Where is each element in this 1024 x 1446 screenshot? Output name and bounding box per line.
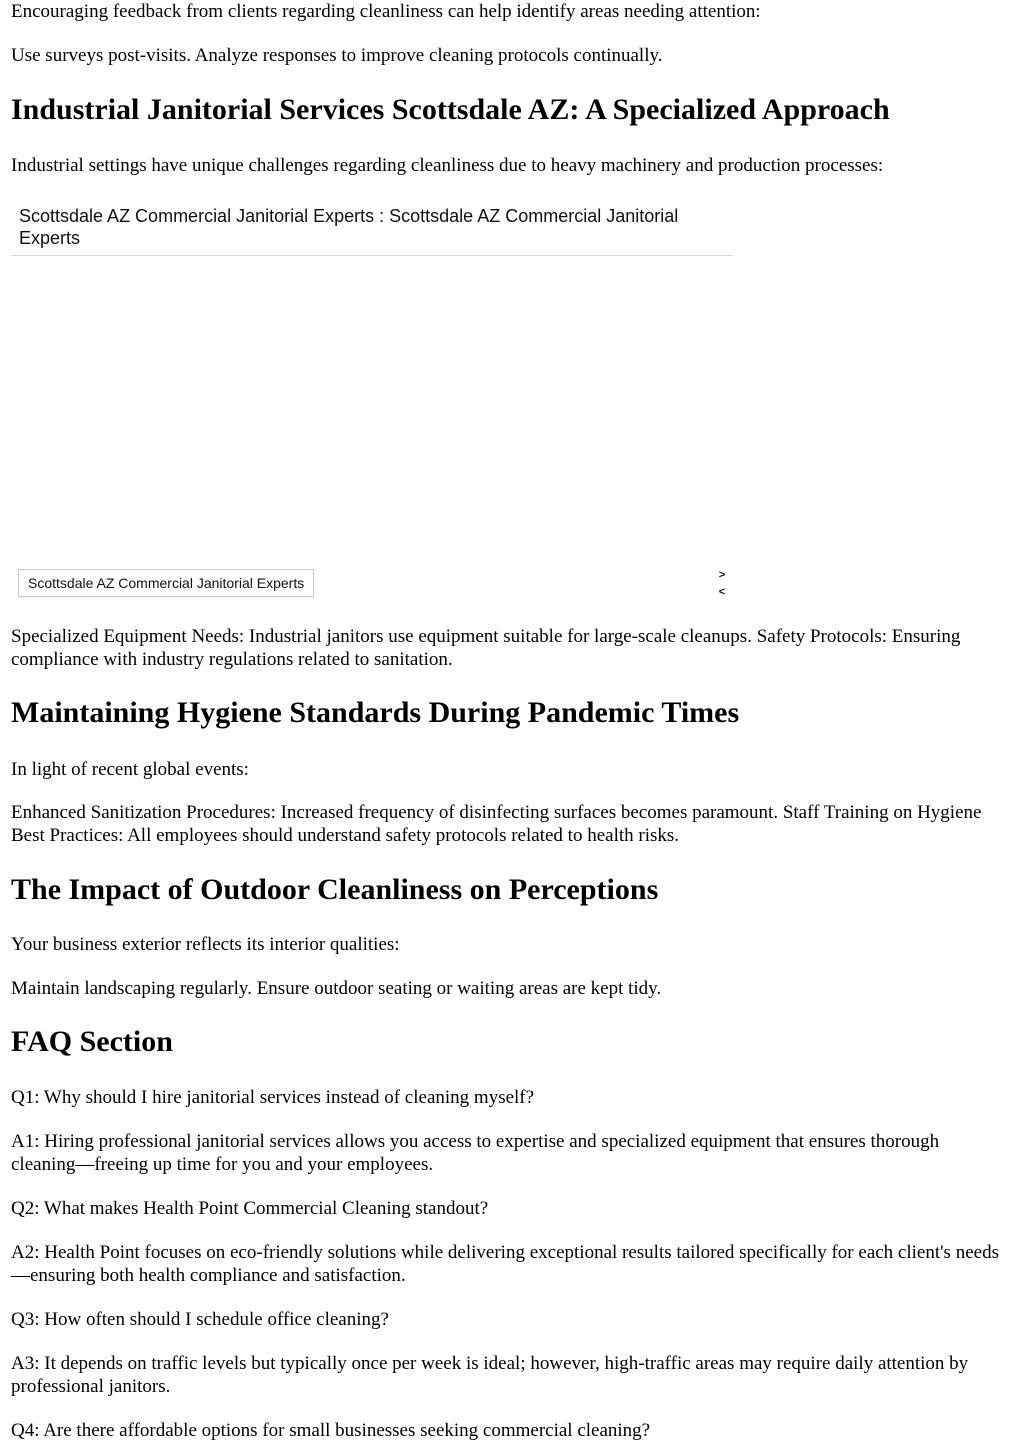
faq-question-3: Q3: How often should I schedule office cleaning? xyxy=(11,1309,389,1330)
paragraph-industrial-intro: Industrial settings have unique challenges regarding cleanliness due to heavy machinery and production processes: xyxy=(11,155,884,176)
embed-title: Scottsdale AZ Commercial Janitorial Experts : Scottsdale AZ Commercial Janitorial Experts xyxy=(19,206,679,248)
heading-outdoor: The Impact of Outdoor Cleanliness on Perceptions xyxy=(11,873,659,906)
paragraph-global-events: In light of recent global events: xyxy=(11,759,249,780)
faq-question-4: Q4: Are there affordable options for small businesses seeking commercial cleaning? xyxy=(11,1420,651,1441)
faq-question-1: Q1: Why should I hire janitorial services instead of cleaning myself? xyxy=(11,1087,535,1108)
embed-tab-button[interactable]: Scottsdale AZ Commercial Janitorial Experts xyxy=(18,569,314,597)
heading-faq: FAQ Section xyxy=(11,1025,173,1058)
faq-answer-3: A3: It depends on traffic levels but typically once per week is ideal; however, high-traffic areas may require daily attention by professional janitors. xyxy=(11,1353,969,1397)
faq-answer-2: A2: Health Point focuses on eco-friendly solutions while delivering exceptional results tailored specifically for each client's needs—ensuring both health compliance and satisfaction. xyxy=(11,1242,999,1286)
paragraph-landscaping: Maintain landscaping regularly. Ensure outdoor seating or waiting areas are kept tidy. xyxy=(11,978,662,999)
heading-hygiene: Maintaining Hygiene Standards During Pandemic Times xyxy=(11,696,740,729)
paragraph-surveys: Use surveys post-visits. Analyze responses to improve cleaning protocols continually. xyxy=(11,45,663,66)
next-arrow-icon[interactable]: > xyxy=(718,569,726,581)
paragraph-specialized-equipment: Specialized Equipment Needs: Industrial janitors use equipment suitable for large-scale cleanups. Safety Protocols: Ensuring compliance with industry regulations related to sanitation. xyxy=(11,626,961,670)
paragraph-feedback-intro: Encouraging feedback from clients regarding cleanliness can help identify areas needing attention: xyxy=(11,1,761,22)
paragraph-exterior: Your business exterior reflects its interior qualities: xyxy=(11,934,400,955)
embedded-map-widget xyxy=(11,200,733,600)
prev-arrow-icon[interactable]: < xyxy=(718,586,726,598)
heading-industrial: Industrial Janitorial Services Scottsdale AZ: A Specialized Approach xyxy=(11,93,890,126)
embed-divider xyxy=(11,255,733,256)
faq-answer-1: A1: Hiring professional janitorial services allows you access to expertise and specialized equipment that ensures thorough cleaning—freeing up time for you and your employees. xyxy=(11,1131,940,1175)
faq-question-2: Q2: What makes Health Point Commercial Cleaning standout? xyxy=(11,1198,489,1219)
paragraph-sanitization: Enhanced Sanitization Procedures: Increased frequency of disinfecting surfaces becomes paramount. Staff Training on Hygiene Best Practices: All employees should understand safety protocols related to health risks. xyxy=(11,802,982,846)
